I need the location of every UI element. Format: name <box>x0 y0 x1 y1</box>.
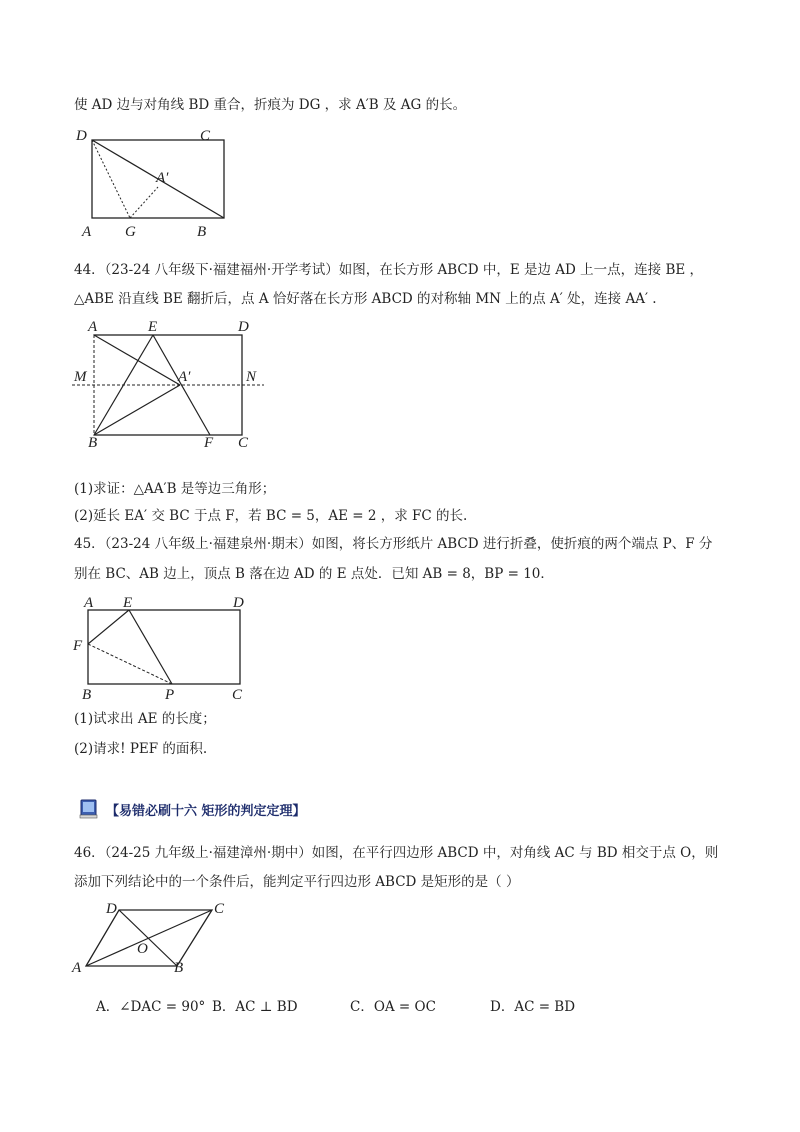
q45-label-D: D <box>233 595 244 611</box>
q45-line2: 别在 BC、AB 边上，顶点 B 落在边 AD 的 E 点处．已知 AB = 8，BP = 10． <box>74 566 554 582</box>
q43-label-D: D <box>76 128 87 144</box>
q44-label-N: N <box>246 369 257 385</box>
q45-label-P: P <box>165 687 175 702</box>
q45-part2: (2)请求! PEF 的面积. <box>74 741 208 757</box>
q46-line1: 46．（24-25 九年级上·福建漳州·期中）如图，在平行四边形 ABCD 中，对角线 AC 与 BD 相交于点 O，则 <box>74 845 719 861</box>
q45-label-B: B <box>82 687 92 702</box>
section-header <box>78 798 306 820</box>
q45-line1: 45．（23-24 八年级上·福建泉州·期末）如图，将长方形纸片 ABCD 进行折叠，使折痕的两个端点 P、F 分 <box>74 536 713 552</box>
q44-figure <box>72 318 272 448</box>
q46-line2: 添加下列结论中的一个条件后，能判定平行四边形 ABCD 是矩形的是（ ） <box>74 874 520 890</box>
q46-label-O: O <box>137 941 148 957</box>
q44-label-A1: A′ <box>178 369 191 385</box>
q45-figure <box>70 592 270 702</box>
q46-label-C: C <box>214 901 225 917</box>
q44-line2: △ABE 沿直线 BE 翻折后，点 A 恰好落在长方形 ABCD 的对称轴 MN 上的点 A′ 处，连接 AA′ . <box>74 291 657 307</box>
q44-label-B: B <box>88 435 98 448</box>
q45-label-A: A <box>84 595 94 611</box>
choice-d[interactable]: D．AC = BD <box>490 999 576 1015</box>
q43-label-A1: A′ <box>156 170 169 186</box>
q44-part1: (1)求证：△AA′B 是等边三角形； <box>74 481 276 497</box>
q45-label-C: C <box>232 687 243 702</box>
choice-b[interactable]: B．AC ⊥ BD <box>212 999 298 1015</box>
q43-figure <box>72 122 232 242</box>
q43-text: 使 AD 边与对角线 BD 重合，折痕为 DG ，求 A′B 及 AG 的长。 <box>74 97 467 113</box>
q44-label-C: C <box>238 435 249 448</box>
q43-label-G: G <box>125 224 136 240</box>
q45-part1: (1)试求出 AE 的长度； <box>74 711 216 727</box>
q44-label-M: M <box>74 369 87 385</box>
q44-label-D: D <box>238 319 249 335</box>
choice-c[interactable]: C．OA = OC <box>350 999 436 1015</box>
q43-label-B: B <box>197 224 207 240</box>
choice-a[interactable]: A．∠DAC = 90° <box>96 999 206 1015</box>
section-title: 【易错必刷十六 矩形的判定定理】 <box>106 803 306 819</box>
q45-label-F: F <box>73 638 83 654</box>
q44-label-F: F <box>204 435 214 448</box>
q45-label-E: E <box>123 595 133 611</box>
q44-line1: 44．（23-24 八年级下·福建福州·开学考试）如图，在长方形 ABCD 中，E 是边 AD 上一点，连接 BE ， <box>74 262 704 278</box>
q44-label-A: A <box>88 319 98 335</box>
q44-label-E: E <box>148 319 158 335</box>
q43-label-A: A <box>82 224 92 240</box>
q46-figure <box>68 896 248 986</box>
q43-label-C: C <box>200 128 211 144</box>
q46-label-B: B <box>174 960 184 976</box>
q46-label-D: D <box>106 901 117 917</box>
book-icon <box>78 798 100 820</box>
q44-part2: (2)延长 EA′ 交 BC 于点 F，若 BC = 5，AE = 2 ，求 FC 的长. <box>74 508 468 524</box>
q46-label-A: A <box>72 960 82 976</box>
